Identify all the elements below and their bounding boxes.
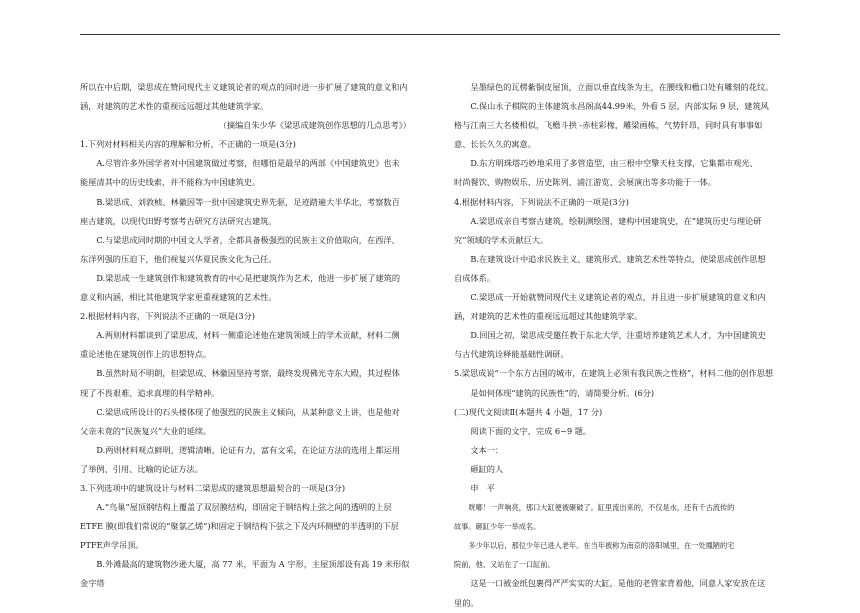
header-rule: [80, 34, 780, 35]
right-text-line: 自成体系。: [454, 272, 495, 283]
right-text-line: 里的。: [454, 597, 479, 608]
left-text-line: 现了不畏艰难、追求真理的科学精神。: [80, 387, 220, 398]
left-text-line: 能厘清其中的历史线索，并不能称为中国建筑史。: [80, 177, 261, 188]
left-text-line: 1.下列对材料相关内容的理解和分析，不正确的一项是(3分): [80, 139, 296, 150]
left-text-line: A.两则材料都谈到了梁思成，材料一侧重论述他在建筑领域上的学术贡献，材料二侧: [96, 330, 400, 341]
right-text-line: 阅读下面的文字，完成 6~9 题。: [470, 425, 592, 436]
left-column: [80, 78, 425, 594]
right-text-line: 是如何体现“建筑的民族性”的，请简要分析。(6分): [470, 387, 655, 398]
right-column: [454, 78, 787, 613]
right-text-line: C.梁思成一开始就赞同现代主义建筑论者的观点，并且进一步扩展建筑的意义和内: [470, 292, 766, 303]
right-text-line: (二)现代文阅读Ⅱ(本题共 4 小题，17 分): [454, 406, 603, 417]
left-text-line: D.梁思成一生建筑创作和建筑教育的中心是把建筑作为艺术，他进一步扩展了建筑的: [96, 272, 401, 283]
right-text-line: 咣啷！一声响亮，那口大缸便被砸破了。缸里流出来的，不仅是水，还有千古流传的: [468, 503, 735, 513]
right-text-line: 故事。砸缸少年一举成名。: [454, 522, 541, 532]
left-text-line: 2.根据材料内容，下列说法不正确的一项是(3分): [80, 311, 255, 322]
right-text-line: 多少年以后，那位少年已进入老年。在当年被称为南京的洛阳城里，在一处鳳陋的宅: [468, 541, 735, 551]
left-text-line: A.“鸟巢”屋顶钢结构上覆盖了双层膜结构，即固定于钢结构上弦之间的透明的上层: [96, 502, 392, 513]
left-text-line: 所以在中后期，梁思成在赞同现代主义建筑论者的观点的同时进一步扩展了建筑的意义和内: [80, 82, 408, 92]
right-text-line: 文本一：: [470, 444, 504, 455]
right-text-line: 格与江南三大名楼相似，飞檐斗拱 -赤柱彩椽，雕梁画栋，气势轩昂，同时具有事事如: [454, 120, 763, 131]
left-text-line: 金字塔: [80, 578, 105, 589]
right-text-line: B.在建筑设计中追求民族主义、建筑形式、建筑艺术性等特点，使梁思成创作思想: [470, 253, 766, 264]
left-text-line: 座古建筑，以现代田野考察考古研究方法研究古建筑。: [80, 215, 277, 226]
left-text-line: B.虽然时局不明朗，但梁思成、林徽因坚持考察，最终发现佛光寺东大殿，其过程体: [96, 368, 400, 379]
left-text-line: （摘编自朱少华《梁思成建筑创作思想的几点思考》）: [218, 120, 411, 131]
left-text-line: 了举例、引用、比喻的论证方法。: [80, 463, 203, 474]
left-text-line: 东洋列强的压迫下，他们视复兴华夏民族文化为己任。: [80, 253, 277, 264]
left-text-line: B.外滩最高的建筑物沙逊大厦，高 77 米，平面为 A 字形，主屋顶部设有高 19 米形似: [96, 559, 410, 570]
right-text-line: 意、长长久久的寓意。: [454, 139, 536, 150]
left-text-line: PTFE声学吊顶。: [80, 540, 144, 551]
left-text-line: 3.下列选项中的建筑设计与材料二梁思成的建筑思想最契合的一项是(3分): [80, 482, 346, 493]
right-text-line: A.梁思成亲自考察古建筑，绘制测绘图，建构中国建筑史，在“建筑历史与理论研: [470, 215, 762, 226]
left-text-line: C.梁思成所设计的石头楼体现了他强烈的民族主义倾向，从某种意义上讲，也是他对: [96, 406, 400, 417]
right-text-line: 与古代建筑诠释能基础性调研。: [454, 349, 569, 360]
left-text-line: 父亲未竟的“民族复兴”大业的延续。: [80, 425, 212, 436]
left-text-line: D.两则材料观点鲜明，逻辑清晰，论证有力，富有文采，在论证方法的选用上都运用: [96, 444, 401, 455]
left-text-line: C.与梁思成同时期的中国文人学者，全都具备极强烈的民族主义价值取向，在西洋、: [96, 234, 400, 245]
left-text-line: 重论述他在建筑创作上的思想特点。: [80, 349, 212, 360]
left-text-line: B.梁思成、刘敦桢、林徽因等一批中国建筑史界先驱，足迹踏遍大半华北，考察数百: [96, 196, 400, 207]
right-text-line: 4.根据材料内容，下列说法不正确的一项是(3分): [454, 196, 629, 207]
right-text-line: 院前，他、又站在了一口缸前。: [454, 560, 555, 570]
right-text-line: D.回国之初，梁思成受邀任教于东北大学，注重培养建筑艺术人才，为中国建筑史: [470, 330, 766, 341]
right-text-line: 涵，对建筑的艺术性的重视远远超过其他建筑学家。: [454, 311, 643, 322]
right-text-line: 究”领域的学术贡献巨大。: [454, 234, 549, 245]
right-text-line: 呈墨绿色的瓦楞紫铜皮屋顶，立面以垂直线条为主，在腰线和檐口处有雕刻的花纹。: [470, 82, 774, 92]
right-text-line: 申 平: [470, 482, 495, 493]
right-text-line: 砸缸的人: [470, 463, 504, 474]
right-text-line: D.东方明珠塔巧妙地采用了多管造型，由三根中空擎天柱支撑，它集都市观光、: [470, 158, 758, 169]
right-text-line: C.保山永子棋院的主体建筑永昌阁高44.99米，外看 5 层，内部实际 9 层，建筑风: [470, 101, 769, 112]
left-text-line: ETFE 膜(即我们常说的“聚氯乙烯”)和固定于钢结构下弦之下及内环侧壁的半透明的下层: [80, 521, 399, 532]
left-text-line: 意义和内涵，相比其他建筑学家更重视建筑的艺术性。: [80, 292, 277, 303]
left-text-line: A.尽管许多外国学者对中国建筑做过考察，但哪怕是最早的两部《中国建筑史》也未: [96, 158, 400, 169]
right-text-line: 这是一口被金纸包裹得严严实实的大缸，是他的老管家背着他，同意人家安放在这: [470, 578, 766, 589]
left-text-line: 涵，对建筑的艺术性的重视远远超过其他建筑学家。: [80, 101, 269, 112]
right-text-line: 时尚餐饮、购物娱乐、历史陈列、浦江游览、会展演出等多功能于一体。: [454, 177, 717, 188]
right-text-line: 5.梁思成说“一个东方古国的城市，在建筑上必须有我民族之性格”，材料二他的创作思想: [454, 368, 774, 379]
